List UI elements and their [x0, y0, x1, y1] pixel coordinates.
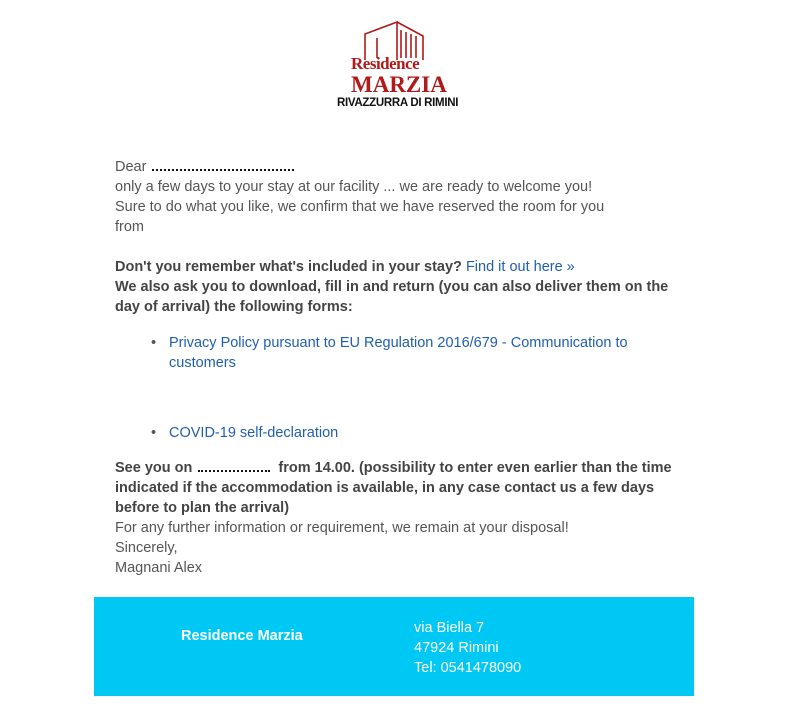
privacy-policy-link[interactable]: Privacy Policy pursuant to EU Regulation 2016/679 - Communication to customers — [169, 335, 628, 371]
included-question: Don't you remember what's included in your stay? — [115, 259, 462, 275]
residence-marzia-logo — [335, 18, 460, 114]
see-you-prefix: See you on — [115, 460, 193, 476]
footer-street: via Biella 7 — [414, 620, 485, 636]
see-you-paragraph — [115, 458, 675, 518]
guest-name-placeholder — [152, 158, 294, 171]
find-it-out-link[interactable]: Find it out here » — [465, 259, 575, 275]
footer-phone: Tel: 0541478090 — [414, 660, 522, 676]
intro-line-3: from — [115, 219, 144, 235]
footer-city: 47924 Rimini — [414, 640, 499, 656]
greeting-line — [115, 157, 675, 177]
forms-intro: We also ask you to download, fill in and return (you can also deliver them on the day of arrival) the following forms: — [115, 279, 669, 315]
footer-banner — [94, 597, 694, 696]
logo-text-residence: Residence — [351, 54, 420, 73]
footer-name: Residence Marzia — [181, 628, 303, 644]
logo-text-location: RIVAZZURRA DI RIMINI — [337, 97, 459, 109]
closing: Sincerely, — [115, 540, 178, 556]
list-item — [115, 423, 675, 443]
signature: Magnani Alex — [115, 560, 203, 576]
list-item — [115, 333, 675, 373]
greeting: Dear — [115, 159, 147, 175]
arrival-date-placeholder — [198, 459, 270, 472]
see-you-rest: from 14.00. (possibility to enter even earlier than the time indicated if the accommodation is available, in any case contact us a few days before to plan the arrival) — [115, 460, 672, 516]
forms-list — [115, 333, 675, 443]
email-body — [115, 157, 675, 578]
footer-address — [414, 618, 521, 678]
intro-line-1: only a few days to your stay at our facility ... we are ready to welcome you! — [115, 179, 593, 195]
covid-declaration-link[interactable]: COVID-19 self-declaration — [169, 425, 339, 441]
further-info: For any further information or requirement, we remain at your disposal! — [115, 520, 569, 536]
logo-text-marzia: MARZIA — [351, 72, 447, 97]
intro-line-2: Sure to do what you like, we confirm that we have reserved the room for you — [115, 199, 605, 215]
included-paragraph — [115, 257, 675, 277]
